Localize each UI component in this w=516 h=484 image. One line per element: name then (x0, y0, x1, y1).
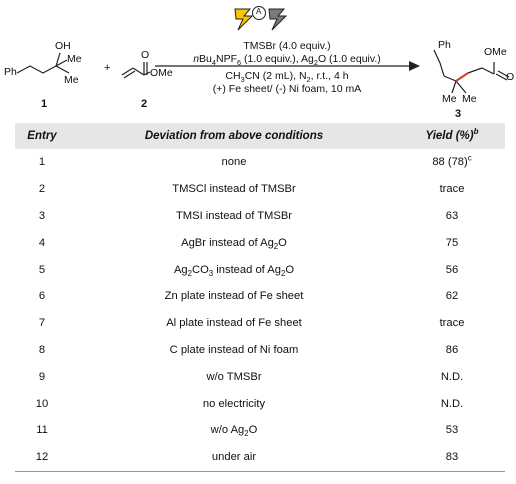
header-entry: Entry (27, 130, 57, 142)
table-row: 4 AgBr instead of $Ag_2O$ 75 (38, 236, 459, 252)
table-row: 8 C plate instead of Ni foam 86 (38, 343, 459, 356)
reactant1-me-bottom: Me (64, 74, 79, 86)
condition-line-4: (+) Fe sheet/ (-) Ni foam, 10 mA (212, 83, 362, 95)
reactant2-label: 2 (141, 98, 148, 110)
product-ome: OMe (484, 46, 507, 58)
new-bond-highlight (456, 73, 468, 81)
table-row: 11 w/o $Ag_2O$ 53 (36, 424, 459, 439)
lightning-icon-left (235, 9, 252, 30)
lightning-icon-right (269, 9, 286, 30)
table-row: 5 $Ag_2CO_3$ instead of $Ag_2O$ 56 (38, 263, 459, 278)
header-deviation: Deviation from above conditions (144, 130, 324, 142)
table-row: 6 Zn plate instead of Fe sheet 62 (38, 290, 459, 303)
reactant1-oh: OH (55, 40, 71, 52)
optimization-table (15, 123, 505, 472)
reaction-scheme (0, 0, 516, 118)
product-ph: Ph (438, 39, 451, 51)
reactant2-ome: OMe (150, 67, 173, 79)
table-row: 2 TMSCl instead of TMSBr trace (38, 183, 465, 196)
table-row: 12 under air 83 (15, 444, 505, 471)
table-row: 3 TMSI instead of TMSBr 63 (38, 209, 459, 222)
product-o: O (506, 71, 515, 83)
product-me-left: Me (442, 93, 457, 105)
table-row: 10 no electricity N.D. (35, 397, 464, 410)
condition-line-2: $nBu_4NPF_6$ (1.0 equiv.), $Ag_2O$ (1.0 equiv.) (193, 53, 381, 68)
reactant1-skeleton (17, 53, 69, 73)
condition-line-3: $CH_3CN$ (2 mL), $N_2$, r.t., 4 h (225, 70, 349, 85)
product-me-right: Me (462, 93, 477, 105)
table-row: 9 w/o TMSBr N.D. (38, 370, 464, 383)
product-label: 3 (455, 108, 462, 120)
table-header-row (15, 123, 505, 149)
reactant1-ph: Ph (4, 66, 17, 78)
header-yield: Yield (%)$^b$ (425, 127, 479, 142)
reactant1-me-top: Me (67, 53, 82, 65)
condition-line-1: TMSBr (4.0 equiv.) (243, 40, 331, 52)
plus-sign: + (104, 62, 111, 74)
reactant1-label: 1 (41, 98, 48, 110)
reactant2-skeleton (122, 62, 150, 78)
reactant2-o: O (141, 49, 150, 61)
table-row: 7 Al plate instead of Fe sheet trace (38, 317, 465, 330)
electrode-label: A (256, 7, 262, 16)
table-row: 1 none 88 $(78)^c$ (38, 153, 472, 169)
